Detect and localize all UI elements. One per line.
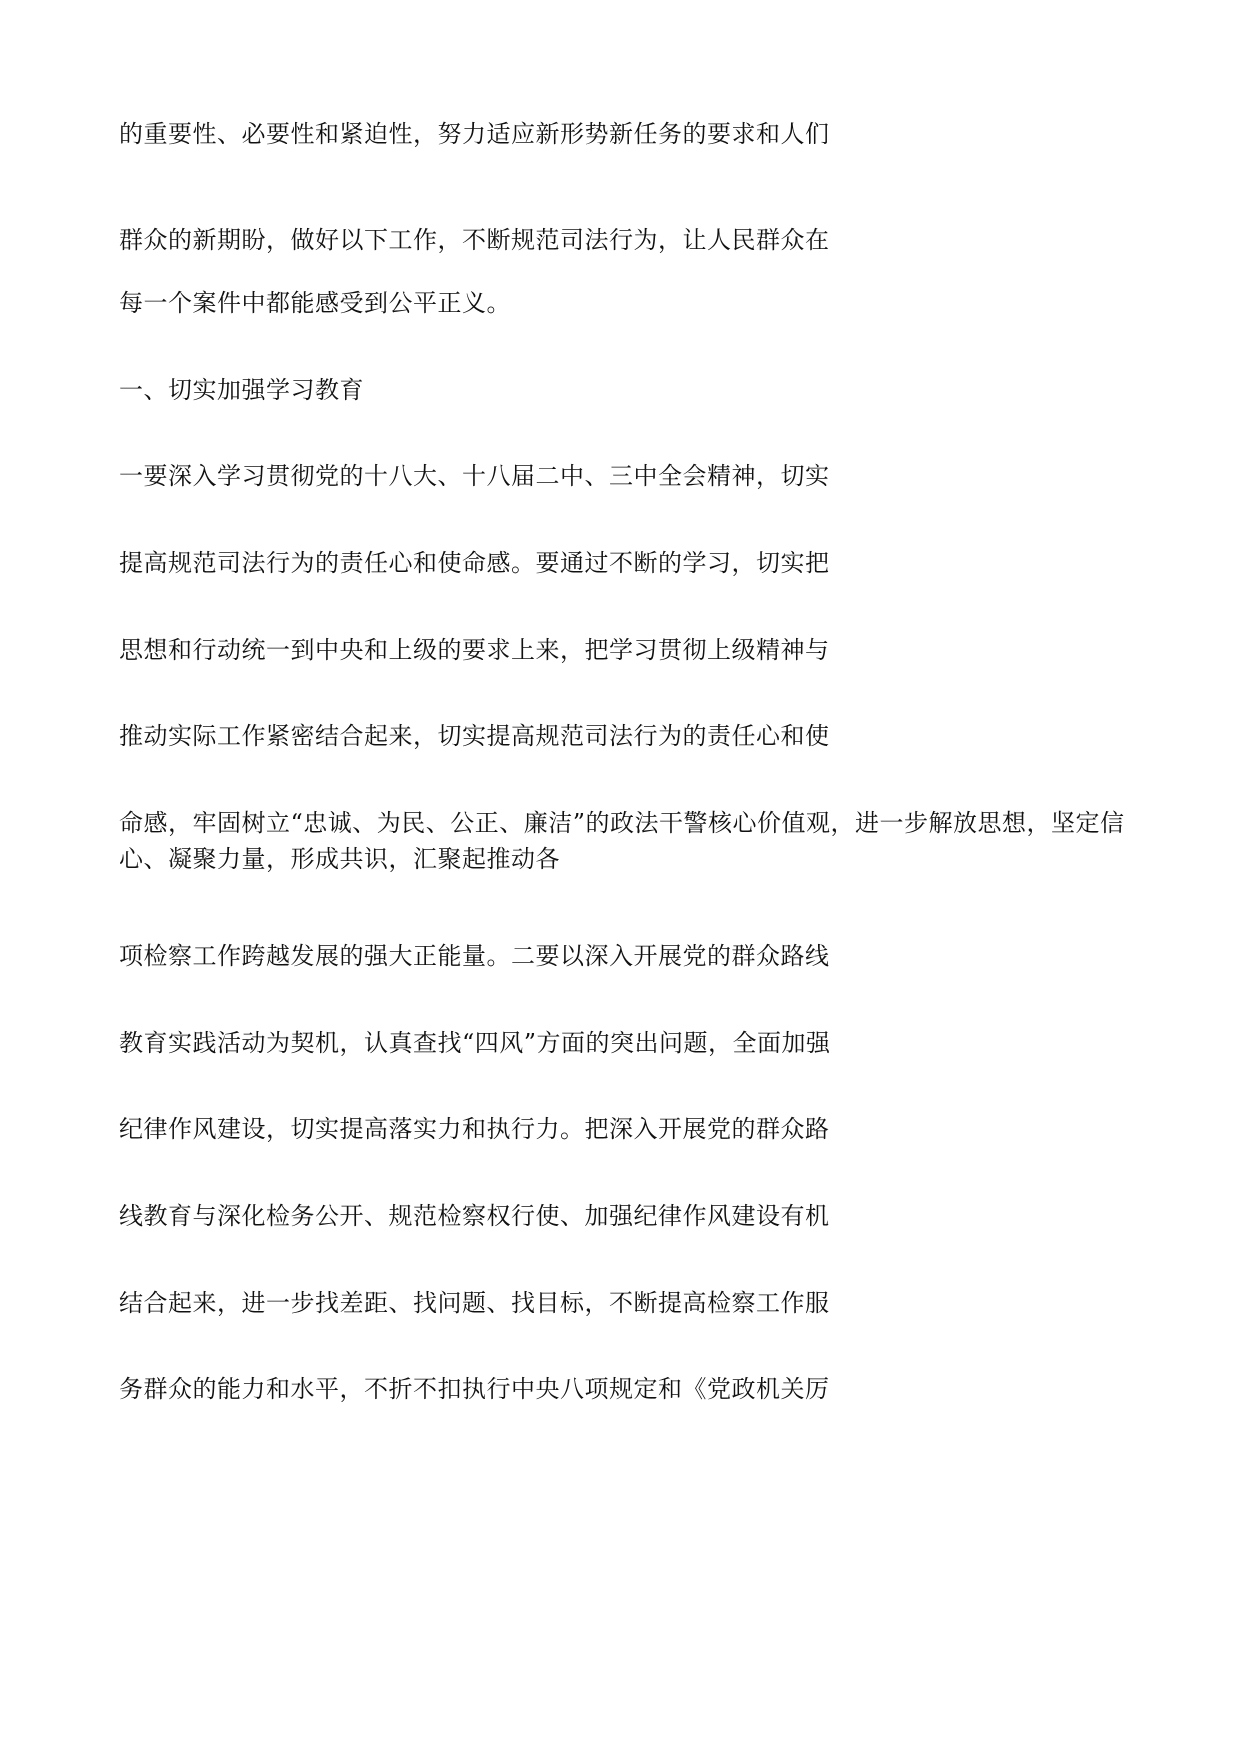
paragraph-line: 每一个案件中都能感受到公平正义。 — [119, 289, 511, 317]
paragraph-line: 群众的新期盼，做好以下工作，不断规范司法行为，让人民群众在 — [119, 226, 830, 254]
paragraph-line: 线教育与深化检务公开、规范检察权行使、加强纪律作风建设有机 — [119, 1202, 830, 1230]
paragraph-line: 推动实际工作紧密结合起来，切实提高规范司法行为的责任心和使 — [119, 722, 830, 750]
paragraph-line: 结合起来，进一步找差距、找问题、找目标，不断提高检察工作服 — [119, 1289, 830, 1317]
paragraph-line: 教育实践活动为契机，认真查找“四风”方面的突出问题，全面加强 — [119, 1029, 831, 1057]
paragraph-line: 思想和行动统一到中央和上级的要求上来，把学习贯彻上级精神与 — [119, 636, 830, 664]
paragraph-line: 命感，牢固树立“忠诚、为民、公正、廉洁”的政法干警核心价值观，进一步解放思想，坚定信心、凝聚力量，形成共识，汇聚起推动各 — [119, 809, 1125, 873]
paragraph-line: 一要深入学习贯彻党的十八大、十八届二中、三中全会精神，切实 — [119, 462, 830, 490]
section-heading: 一、切实加强学习教育 — [119, 376, 364, 404]
paragraph-line: 务群众的能力和水平，不折不扣执行中央八项规定和《党政机关厉 — [119, 1375, 830, 1403]
paragraph-line: 提高规范司法行为的责任心和使命感。要通过不断的学习，切实把 — [119, 549, 830, 577]
paragraph-line: 的重要性、必要性和紧迫性，努力适应新形势新任务的要求和人们 — [119, 120, 830, 148]
paragraph-line: 项检察工作跨越发展的强大正能量。二要以深入开展党的群众路线 — [119, 942, 830, 970]
paragraph-line: 纪律作风建设，切实提高落实力和执行力。把深入开展党的群众路 — [119, 1115, 830, 1143]
